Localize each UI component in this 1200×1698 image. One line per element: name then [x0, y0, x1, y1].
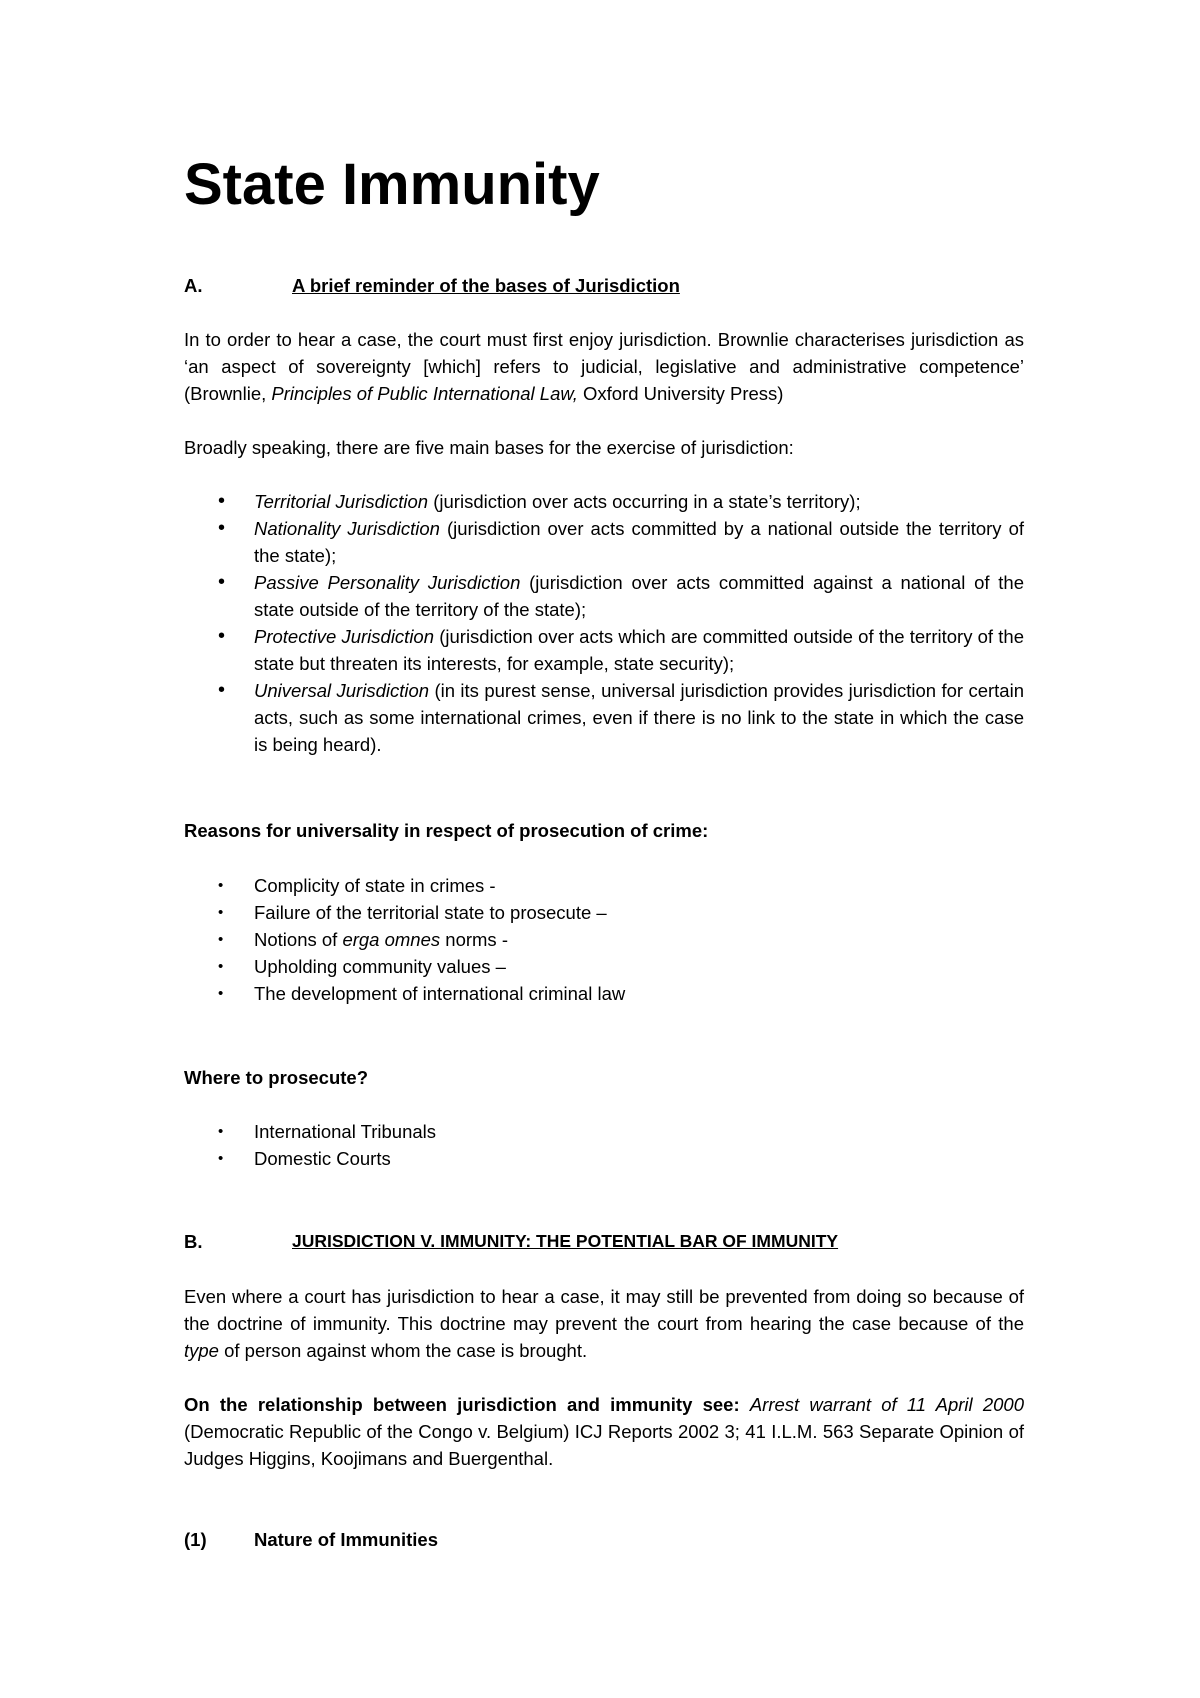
basis-desc: (in its purest sense, universal jurisdiction provides jurisdiction for certain acts, such as some international crimes, even if there is no link to the state in which the case is being heard).: [254, 680, 1024, 755]
immunity-text-2: of person against whom the case is brought.: [218, 1340, 588, 1361]
basis-desc: (jurisdiction over acts committed against a national of the state outside of the territory of the state);: [254, 572, 1024, 620]
list-item: [184, 677, 1024, 758]
bullet-icon: •: [218, 985, 224, 1002]
list-item: [184, 926, 1024, 953]
intro-text-1: In to order to hear a case, the court must first enjoy jurisdiction. Brownlie characterises jurisdiction as ‘an aspect of sovereignty [which] refers to judicial, legislative and administrative competence’ (Brownlie,: [184, 329, 1024, 404]
bullet-icon: •: [218, 1123, 224, 1140]
reasons-heading: Reasons for universality in respect of prosecution of crime:: [184, 820, 709, 841]
reason-text: The development of international criminal law: [254, 983, 626, 1004]
basis-name: Passive Personality Jurisdiction: [254, 572, 521, 593]
bullet-icon: •: [218, 490, 226, 512]
section-b-title: JURISDICTION V. IMMUNITY: THE POTENTIAL BAR OF IMMUNITY: [292, 1231, 839, 1251]
basis-name: Universal Jurisdiction: [254, 680, 430, 701]
case-citation: (Democratic Republic of the Congo v. Belgium) ICJ Reports 2002 3; 41 I.L.M. 563 Separate Opinion of Judges Higgins, Koojimans and Buergenthal.: [184, 1421, 1024, 1469]
subsection-title: Nature of Immunities: [254, 1529, 438, 1550]
bullet-icon: •: [218, 625, 226, 647]
page-title: State Immunity: [184, 152, 600, 217]
list-item: [184, 1118, 1024, 1145]
section-b-letter: B.: [184, 1231, 203, 1252]
relationship-lead: On the relationship between jurisdiction and immunity see:: [184, 1394, 750, 1415]
bullet-icon: •: [218, 1150, 224, 1167]
reason-text: Complicity of state in crimes -: [254, 875, 496, 896]
basis-desc: (jurisdiction over acts committed by a national outside the territory of the state);: [254, 518, 1024, 566]
list-item: [184, 623, 1024, 677]
bullet-icon: •: [218, 571, 226, 593]
subsection-1-heading: [184, 1526, 1024, 1553]
list-item: [184, 569, 1024, 623]
basis-desc: (jurisdiction over acts which are committed outside of the territory of the state but threaten its interests, for example, state security);: [254, 626, 1025, 674]
where-list: [184, 1118, 1024, 1172]
where-heading: Where to prosecute?: [184, 1067, 368, 1088]
bullet-icon: •: [218, 958, 224, 975]
bullet-icon: •: [218, 517, 226, 539]
section-a-heading: [184, 272, 1024, 299]
bases-list: [184, 488, 1024, 758]
bullet-icon: •: [218, 931, 224, 948]
reason-text: Upholding community values –: [254, 956, 506, 977]
reason-text: Failure of the territorial state to prosecute –: [254, 902, 607, 923]
immunity-italic: type: [184, 1340, 219, 1361]
list-item: [184, 953, 1024, 980]
list-item: [184, 488, 1024, 515]
section-a-title: A brief reminder of the bases of Jurisdiction: [292, 275, 680, 296]
immunity-paragraph: [184, 1283, 1024, 1364]
reasons-list: [184, 872, 1024, 1007]
subsection-number: (1): [184, 1529, 207, 1550]
reason-text: norms -: [440, 929, 508, 950]
where-text: Domestic Courts: [254, 1148, 391, 1169]
intro-paragraph: [184, 326, 1024, 407]
list-item: [184, 980, 1024, 1007]
list-item: [184, 515, 1024, 569]
intro-text-2: Oxford University Press): [577, 383, 784, 404]
bullet-icon: •: [218, 877, 224, 894]
bullet-icon: •: [218, 904, 224, 921]
where-text: International Tribunals: [254, 1121, 437, 1142]
section-b-heading: [184, 1228, 1024, 1255]
bases-intro: Broadly speaking, there are five main bases for the exercise of jurisdiction:: [184, 437, 794, 458]
relationship-paragraph: [184, 1391, 1024, 1472]
basis-name: Protective Jurisdiction: [254, 626, 435, 647]
bullet-icon: •: [218, 679, 226, 701]
reason-text: Notions of: [254, 929, 343, 950]
list-item: [184, 872, 1024, 899]
basis-desc: (jurisdiction over acts occurring in a state’s territory);: [428, 491, 861, 512]
list-item: [184, 1145, 1024, 1172]
book-title: Principles of Public International Law,: [271, 383, 578, 404]
reason-italic: erga omnes: [342, 929, 441, 950]
case-name: Arrest warrant of 11 April 2000: [749, 1394, 1024, 1415]
basis-name: Nationality Jurisdiction: [254, 518, 440, 539]
immunity-text-1: Even where a court has jurisdiction to hear a case, it may still be prevented from doing so because of the doctrine of immunity. This doctrine may prevent the court from hearing the case because of the: [184, 1286, 1024, 1334]
list-item: [184, 899, 1024, 926]
section-a-letter: A.: [184, 275, 203, 296]
basis-name: Territorial Jurisdiction: [254, 491, 429, 512]
